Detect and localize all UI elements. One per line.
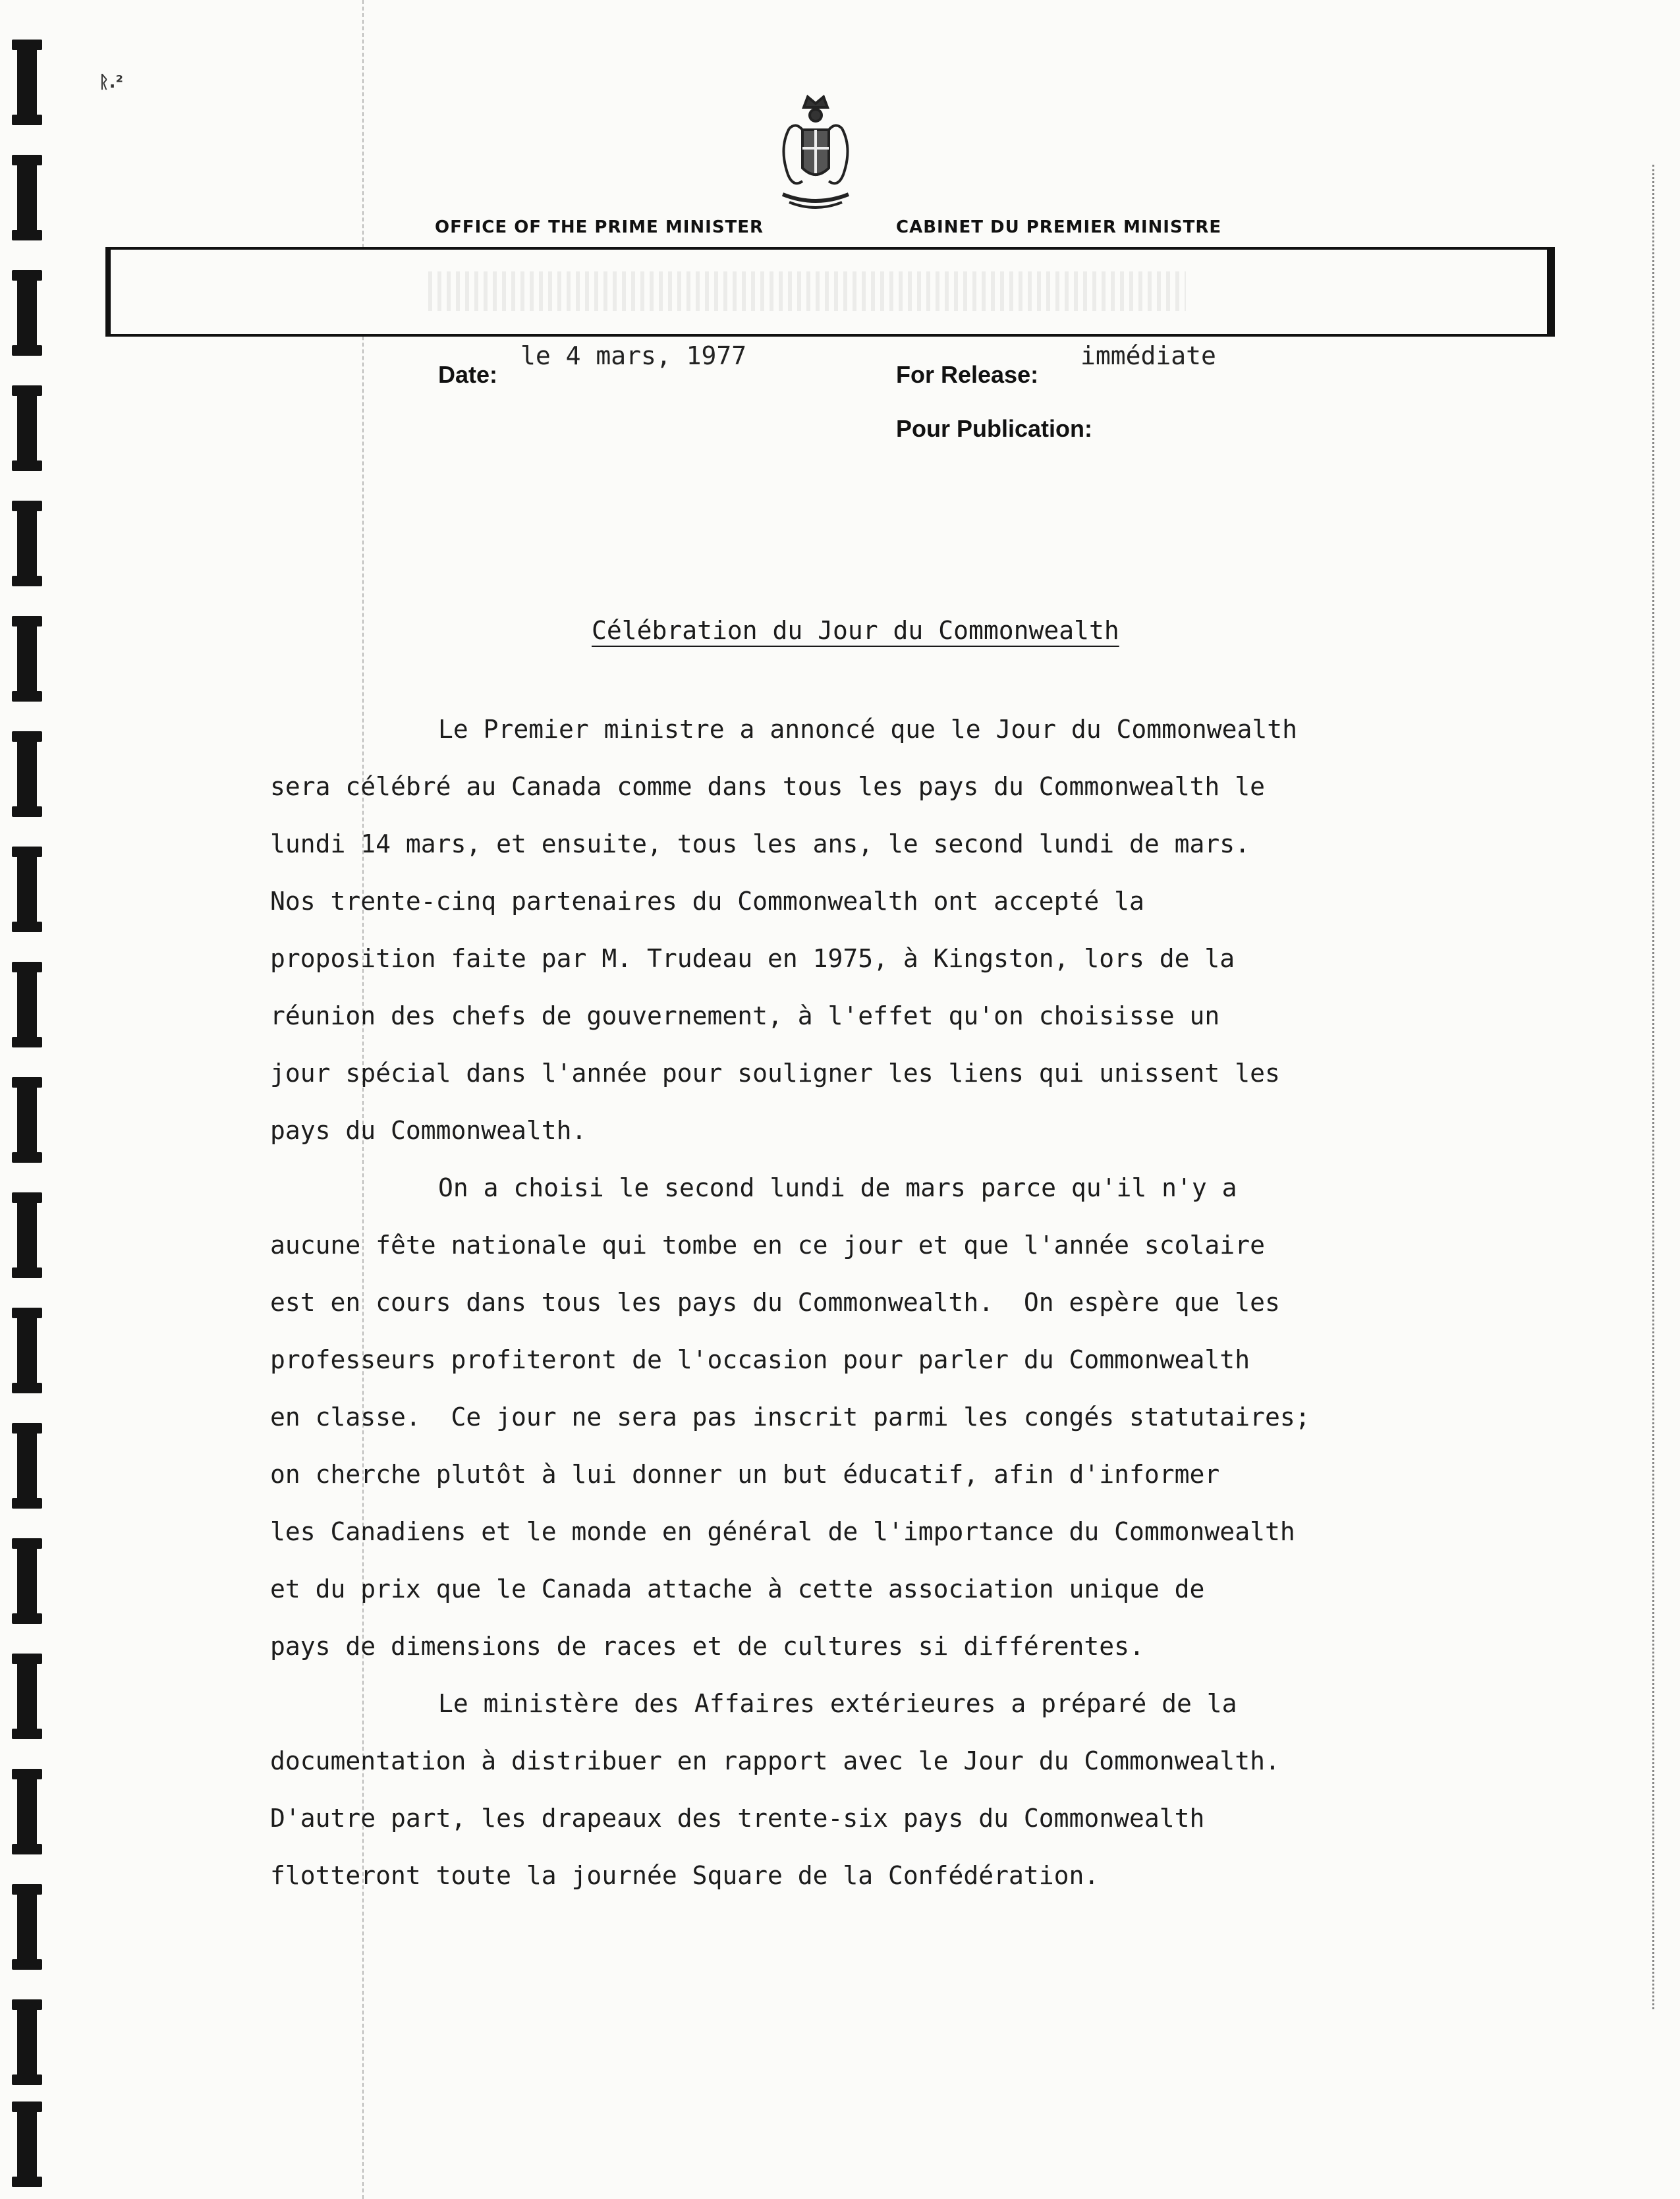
corner-mark: ᚱ.² (99, 72, 123, 92)
binder-mark (17, 1423, 37, 1509)
page-edge-line (1652, 165, 1654, 2009)
body-line: on cherche plutôt à lui donner un but éducatif, afin d'informer (270, 1460, 1220, 1489)
binder-mark (17, 1654, 37, 1739)
coat-of-arms-icon (770, 89, 862, 214)
binder-mark (17, 270, 37, 356)
body-line: professeurs profiteront de l'occasion pour parler du Commonwealth (270, 1345, 1250, 1374)
body-line: lundi 14 mars, et ensuite, tous les ans, le second lundi de mars. (270, 829, 1250, 858)
office-name-french: CABINET DU PREMIER MINISTRE (896, 217, 1222, 237)
body-line: D'autre part, les drapeaux des trente-six pays du Commonwealth (270, 1804, 1205, 1833)
office-name-english: OFFICE OF THE PRIME MINISTER (435, 217, 764, 237)
body-line: sera célébré au Canada comme dans tous les pays du Commonwealth le (270, 772, 1265, 801)
body-line: jour spécial dans l'année pour souligner les liens qui unissent les (270, 1059, 1280, 1088)
body-line: pays du Commonwealth. (270, 1116, 587, 1145)
body-line: est en cours dans tous les pays du Commonwealth. On espère que les (270, 1288, 1280, 1317)
date-label: Date: (438, 361, 498, 388)
binder-mark (17, 616, 37, 702)
body-line: aucune fête nationale qui tombe en ce jour et que l'année scolaire (270, 1231, 1265, 1260)
body-line: On a choisi le second lundi de mars parce qu'il n'y a (438, 1173, 1237, 1202)
body-line: Nos trente-cinq partenaires du Commonwealth ont accepté la (270, 887, 1144, 916)
body-line: Le Premier ministre a annoncé que le Jour du Commonwealth (438, 715, 1298, 744)
binder-mark (17, 155, 37, 240)
release-value: immédiate (1080, 341, 1216, 370)
binder-mark (17, 1308, 37, 1393)
binder-mark (17, 847, 37, 932)
binder-mark (17, 40, 37, 125)
body-line: et du prix que le Canada attache à cette association unique de (270, 1574, 1205, 1603)
body-line: réunion des chefs de gouvernement, à l'effet qu'on choisisse un (270, 1001, 1220, 1030)
binder-mark (17, 385, 37, 471)
binder-mark (17, 1769, 37, 1854)
binder-mark (17, 1884, 37, 1970)
release-label: For Release: (896, 361, 1039, 388)
body-line: pays de dimensions de races et de cultures si différentes. (270, 1632, 1144, 1661)
body-line: Le ministère des Affaires extérieures a préparé de la (438, 1689, 1237, 1718)
binder-mark (17, 1192, 37, 1278)
binder-mark (17, 731, 37, 817)
publication-label: Pour Publication: (896, 415, 1093, 442)
binder-mark (17, 2102, 37, 2187)
body-line: flotteront toute la journée Square de la Confédération. (270, 1861, 1100, 1890)
body-line: en classe. Ce jour ne sera pas inscrit parmi les congés statutaires; (270, 1403, 1310, 1432)
header-banner-faded-text (428, 271, 1186, 311)
date-value: le 4 mars, 1977 (520, 341, 747, 370)
binder-mark (17, 962, 37, 1047)
binder-mark (17, 501, 37, 586)
body-line: documentation à distribuer en rapport avec le Jour du Commonwealth. (270, 1746, 1280, 1775)
body-line: les Canadiens et le monde en général de l'importance du Commonwealth (270, 1517, 1295, 1546)
binder-mark (17, 1077, 37, 1163)
binder-mark (17, 1999, 37, 2085)
body-line: proposition faite par M. Trudeau en 1975, à Kingston, lors de la (270, 944, 1235, 973)
binder-mark (17, 1538, 37, 1624)
document-title: Célébration du Jour du Commonwealth (592, 616, 1119, 645)
